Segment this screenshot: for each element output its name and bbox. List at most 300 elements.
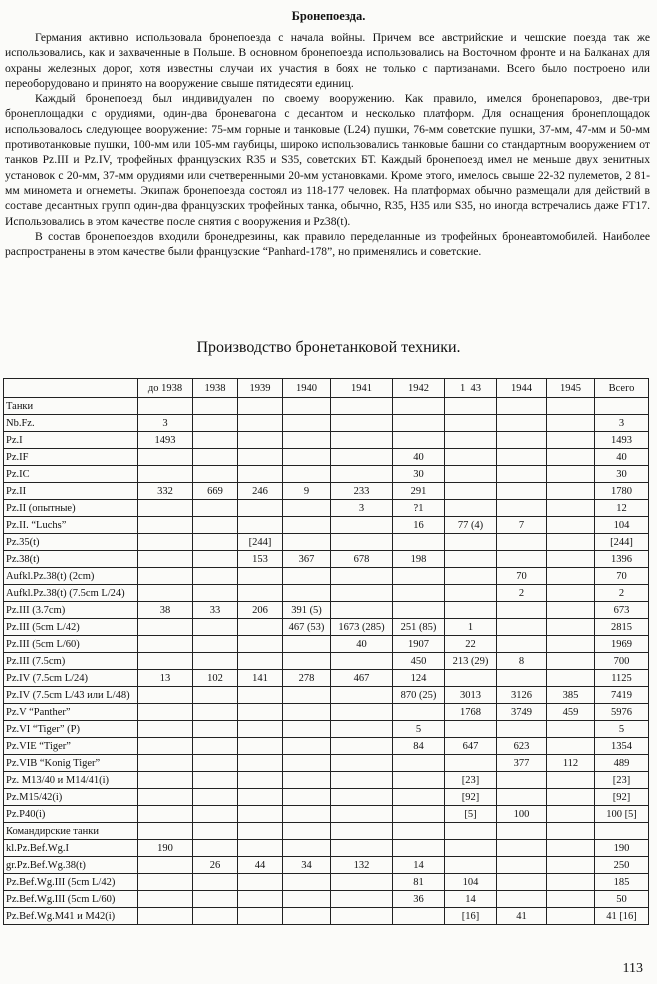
table-cell [238, 568, 283, 585]
table-cell: 153 [238, 551, 283, 568]
table-cell [393, 806, 445, 823]
column-header: 1938 [193, 379, 238, 398]
row-label: Танки [4, 398, 138, 415]
column-header: 1941 [331, 379, 393, 398]
table-cell: 206 [238, 602, 283, 619]
table-cell: 2 [497, 585, 547, 602]
table-cell [238, 466, 283, 483]
table-cell [393, 772, 445, 789]
table-cell [547, 449, 595, 466]
table-cell: 1673 (285) [331, 619, 393, 636]
table-cell: [5] [445, 806, 497, 823]
table-cell: 367 [283, 551, 331, 568]
table-cell [547, 806, 595, 823]
table-cell [238, 432, 283, 449]
table-cell [138, 466, 193, 483]
table-cell [331, 415, 393, 432]
row-label: gr.Pz.Bef.Wg.38(t) [4, 857, 138, 874]
table-cell [445, 721, 497, 738]
row-label: Pz.I [4, 432, 138, 449]
table-cell [393, 534, 445, 551]
table-row [4, 551, 649, 568]
table-cell: 100 [5] [595, 806, 649, 823]
table-row [4, 500, 649, 517]
table-cell [497, 670, 547, 687]
table-cell [547, 789, 595, 806]
table-cell [547, 432, 595, 449]
table-cell: 36 [393, 891, 445, 908]
table-cell [238, 449, 283, 466]
table-row [4, 908, 649, 925]
table-cell [238, 840, 283, 857]
table-row [4, 653, 649, 670]
table-cell: 70 [595, 568, 649, 585]
table-cell [393, 789, 445, 806]
table-row [4, 602, 649, 619]
table-cell [547, 823, 595, 840]
table-cell [193, 517, 238, 534]
table-cell [283, 653, 331, 670]
row-label: Pz.III (7.5cm) [4, 653, 138, 670]
table-cell: 132 [331, 857, 393, 874]
row-label: Pz.35(t) [4, 534, 138, 551]
table-cell [238, 874, 283, 891]
table-row [4, 755, 649, 772]
column-header: 1939 [238, 379, 283, 398]
table-cell: ?1 [393, 500, 445, 517]
table-cell [547, 908, 595, 925]
table-cell [497, 789, 547, 806]
table-cell: 250 [595, 857, 649, 874]
table-cell [497, 874, 547, 891]
table-cell [283, 568, 331, 585]
table-cell: 40 [393, 449, 445, 466]
table-cell [283, 466, 331, 483]
table-cell [497, 398, 547, 415]
table-row [4, 432, 649, 449]
table-cell [138, 738, 193, 755]
table-cell [138, 687, 193, 704]
table-cell: 385 [547, 687, 595, 704]
table-cell [138, 534, 193, 551]
table-cell: 22 [445, 636, 497, 653]
row-label: Nb.Fz. [4, 415, 138, 432]
table-cell [238, 398, 283, 415]
table-cell [445, 551, 497, 568]
table-cell [238, 636, 283, 653]
table-cell [138, 653, 193, 670]
table-cell [331, 517, 393, 534]
table-cell: 647 [445, 738, 497, 755]
column-header: 1940 [283, 379, 331, 398]
table-cell: 1396 [595, 551, 649, 568]
table-row [4, 517, 649, 534]
table-cell [497, 840, 547, 857]
table-cell [547, 670, 595, 687]
table-cell [193, 908, 238, 925]
row-label: Pz.III (5cm L/60) [4, 636, 138, 653]
table-cell: 246 [238, 483, 283, 500]
table-cell [393, 840, 445, 857]
table-cell: 34 [283, 857, 331, 874]
table-cell [393, 908, 445, 925]
table-cell [138, 551, 193, 568]
table-cell: 100 [497, 806, 547, 823]
table-cell [283, 755, 331, 772]
table-cell: 233 [331, 483, 393, 500]
table-cell [393, 432, 445, 449]
table-cell [238, 806, 283, 823]
table-cell: [92] [445, 789, 497, 806]
table-cell [445, 840, 497, 857]
intro-text [5, 30, 650, 259]
table-cell: 1125 [595, 670, 649, 687]
table-cell [238, 789, 283, 806]
table-cell [595, 398, 649, 415]
column-header: 1944 [497, 379, 547, 398]
table-cell [497, 602, 547, 619]
table-cell [547, 721, 595, 738]
table-cell [331, 840, 393, 857]
table-cell [193, 704, 238, 721]
table-cell [138, 874, 193, 891]
table-cell [283, 806, 331, 823]
table-cell [331, 585, 393, 602]
table-cell: 198 [393, 551, 445, 568]
table-cell [283, 636, 331, 653]
table-cell: 112 [547, 755, 595, 772]
table-cell [331, 687, 393, 704]
table-cell [283, 772, 331, 789]
table-cell: 40 [595, 449, 649, 466]
table-cell: [244] [595, 534, 649, 551]
table-row [4, 891, 649, 908]
table-cell: 1907 [393, 636, 445, 653]
row-label: Aufkl.Pz.38(t) (7.5cm L/24) [4, 585, 138, 602]
table-cell [193, 500, 238, 517]
table-row [4, 789, 649, 806]
table-cell: [23] [595, 772, 649, 789]
table-cell [445, 755, 497, 772]
table-cell [283, 823, 331, 840]
table-cell: 38 [138, 602, 193, 619]
table-cell [193, 687, 238, 704]
table-cell [445, 602, 497, 619]
table-cell [138, 721, 193, 738]
table-cell [393, 602, 445, 619]
table-title: Производство бронетанковой техники. [196, 339, 461, 356]
table-cell: 41 [16] [595, 908, 649, 925]
table-cell [238, 517, 283, 534]
row-label: Pz. M13/40 и M14/41(i) [4, 772, 138, 789]
table-cell: 124 [393, 670, 445, 687]
table-cell [138, 517, 193, 534]
table-cell [547, 398, 595, 415]
table-cell: 5 [393, 721, 445, 738]
table-cell [138, 772, 193, 789]
table-cell: 1 [445, 619, 497, 636]
table-cell: 190 [138, 840, 193, 857]
table-cell: 7419 [595, 687, 649, 704]
table-row [4, 449, 649, 466]
table-cell [331, 398, 393, 415]
row-label: Pz.IC [4, 466, 138, 483]
table-cell [193, 840, 238, 857]
table-cell: 2 [595, 585, 649, 602]
row-label: Aufkl.Pz.38(t) (2cm) [4, 568, 138, 585]
table-cell [393, 415, 445, 432]
table-cell [283, 891, 331, 908]
table-cell [283, 585, 331, 602]
table-cell [283, 840, 331, 857]
table-cell [193, 415, 238, 432]
table-cell [547, 551, 595, 568]
table-cell: 14 [393, 857, 445, 874]
table-cell: 40 [331, 636, 393, 653]
table-cell [283, 415, 331, 432]
page-title: Бронепоезда. [291, 9, 366, 23]
row-label: Pz.IF [4, 449, 138, 466]
table-cell [445, 857, 497, 874]
table-cell [193, 738, 238, 755]
table-cell [497, 500, 547, 517]
table-cell [497, 772, 547, 789]
row-label: Pz.III (5cm L/42) [4, 619, 138, 636]
table-cell [547, 840, 595, 857]
column-header: до 1938 [138, 379, 193, 398]
table-cell: 3 [331, 500, 393, 517]
table-cell [497, 823, 547, 840]
table-cell [238, 908, 283, 925]
table-cell [238, 653, 283, 670]
table-cell [547, 891, 595, 908]
table-cell [331, 891, 393, 908]
table-cell [238, 585, 283, 602]
table-cell [193, 636, 238, 653]
table-cell [331, 466, 393, 483]
table-cell [547, 534, 595, 551]
table-row [4, 857, 649, 874]
table-cell [193, 721, 238, 738]
table-cell: 332 [138, 483, 193, 500]
table-cell: 190 [595, 840, 649, 857]
table-cell [331, 823, 393, 840]
row-label: Pz.Bef.Wg.M41 и M42(i) [4, 908, 138, 925]
table-cell: 1493 [595, 432, 649, 449]
table-cell [193, 585, 238, 602]
table-cell: 291 [393, 483, 445, 500]
table-cell: 377 [497, 755, 547, 772]
table-cell [138, 500, 193, 517]
row-label: Pz.VIE “Tiger” [4, 738, 138, 755]
table-cell [283, 517, 331, 534]
table-cell [193, 568, 238, 585]
table-cell: 14 [445, 891, 497, 908]
table-cell: 7 [497, 517, 547, 534]
table-cell [497, 857, 547, 874]
table-cell [283, 687, 331, 704]
table-cell: 104 [595, 517, 649, 534]
table-cell [283, 534, 331, 551]
table-cell [193, 653, 238, 670]
table-cell: 8 [497, 653, 547, 670]
table-cell [193, 619, 238, 636]
table-cell [497, 466, 547, 483]
table-cell [283, 449, 331, 466]
table-cell: 26 [193, 857, 238, 874]
table-cell [331, 874, 393, 891]
table-cell: 678 [331, 551, 393, 568]
column-header: Всего [595, 379, 649, 398]
table-cell [445, 398, 497, 415]
table-cell: 13 [138, 670, 193, 687]
table-cell [497, 483, 547, 500]
row-label: Командирские танки [4, 823, 138, 840]
table-cell: [16] [445, 908, 497, 925]
table-cell: [23] [445, 772, 497, 789]
table-cell: 251 (85) [393, 619, 445, 636]
table-cell [283, 874, 331, 891]
table-cell [497, 449, 547, 466]
table-cell [193, 823, 238, 840]
table-cell: 30 [595, 466, 649, 483]
table-row [4, 466, 649, 483]
table-cell: 1969 [595, 636, 649, 653]
table-cell [138, 636, 193, 653]
table-cell: 673 [595, 602, 649, 619]
table-cell [445, 670, 497, 687]
table-cell [445, 500, 497, 517]
table-cell: 12 [595, 500, 649, 517]
paragraph: Германия активно использовала бронепоезда с начала войны. Причем все австрийские и чешские поезда так же использовались, как и захваченные в Польше. В основном бронепоезда использовались на Восточном фронте и на Балканах для охраны железных дорог, хотя известны случаи их участия в боях не только с партизанами. Всего было построено или переоборудовано и принято на вооружение свыше пятидесяти единиц. [5, 31, 650, 90]
table-cell [393, 585, 445, 602]
table-cell: 870 (25) [393, 687, 445, 704]
table-cell [547, 415, 595, 432]
table-cell [445, 568, 497, 585]
paragraph: В состав бронепоездов входили бронедрезины, как правило переделанные из трофейных бронеавтомобилей. Наиболее распространены в этом качестве были французские “Panhard-178”, но применялись и советские. [5, 229, 650, 259]
table-cell [238, 687, 283, 704]
table-cell [138, 857, 193, 874]
table-cell: 467 [331, 670, 393, 687]
production-table [3, 378, 649, 925]
table-cell [497, 619, 547, 636]
table-cell [193, 806, 238, 823]
table-cell: [244] [238, 534, 283, 551]
table-cell: 467 (53) [283, 619, 331, 636]
table-cell [497, 551, 547, 568]
table-cell [238, 415, 283, 432]
table-cell: 3126 [497, 687, 547, 704]
row-label: Pz.III (3.7cm) [4, 602, 138, 619]
table-cell: 1768 [445, 704, 497, 721]
table-cell [547, 636, 595, 653]
table-cell [193, 789, 238, 806]
table-cell [283, 789, 331, 806]
table-header-row [4, 379, 649, 398]
table-cell [238, 500, 283, 517]
column-header: 1945 [547, 379, 595, 398]
table-cell [445, 415, 497, 432]
table-cell: [92] [595, 789, 649, 806]
table-cell [547, 857, 595, 874]
row-label: Pz.II (опытные) [4, 500, 138, 517]
table-cell [138, 568, 193, 585]
table-cell [547, 772, 595, 789]
table-cell [193, 891, 238, 908]
row-label: Pz.II. “Luchs” [4, 517, 138, 534]
paragraph: Каждый бронепоезд был индивидуален по своему вооружению. Как правило, имелся бронепаровоз, две-три бронеплощадки с орудиями, один-два броневагона с десантом и несколько платформ. Для оснащения бронеплощадок использовалось следующее вооружение: 75-мм горные и танковые (L24) пушки, 76-мм советские пушки, 37-мм, 47-мм и 50-мм противотанковые пушки, 100-мм или 105-мм гаубицы, широко использовались танковые башни со стандартным вооружением от танков Pz.III и Pz.IV, трофейных французских R35 и S35, советских БТ. Каждый бронепоезд имел не меньше двух зенитных установок с 20-мм, 37-мм орудиями или счетверенными 20-мм установками. Кроме этого, имелось свыше 22-32 пулеметов, 2 81-мм миномета и огнеметы. Экипаж бронепоезда состоял из 118-177 человек. На платформах обычно размещали для действий в составе десантных групп один-два французских трофейных танка, обычно, R35, H35 или S35, но иногда встречались даже FT17. Использовались в этом качестве после снятия с вооружения и Pz38(t). [5, 92, 650, 228]
table-cell [445, 466, 497, 483]
table-cell [393, 755, 445, 772]
table-cell [331, 449, 393, 466]
table-cell: 3749 [497, 704, 547, 721]
table-cell: 2815 [595, 619, 649, 636]
table-cell [238, 619, 283, 636]
table-row [4, 721, 649, 738]
table-cell [595, 823, 649, 840]
table-row [4, 772, 649, 789]
table-cell [138, 585, 193, 602]
table-cell [138, 449, 193, 466]
table-cell [445, 449, 497, 466]
table-cell: 30 [393, 466, 445, 483]
row-label: Pz.IV (7.5cm L/24) [4, 670, 138, 687]
table-cell [193, 551, 238, 568]
table-cell: 278 [283, 670, 331, 687]
table-cell [497, 891, 547, 908]
table-cell: 16 [393, 517, 445, 534]
table-cell [497, 721, 547, 738]
table-cell [497, 534, 547, 551]
table-cell [331, 806, 393, 823]
table-cell: 623 [497, 738, 547, 755]
table-cell [238, 738, 283, 755]
table-cell [393, 823, 445, 840]
table-cell: 3 [138, 415, 193, 432]
table-cell: 1780 [595, 483, 649, 500]
table-row [4, 823, 649, 840]
table-cell [547, 874, 595, 891]
table-cell [138, 806, 193, 823]
table-row [4, 636, 649, 653]
table-cell [331, 704, 393, 721]
row-label: Pz.M15/42(i) [4, 789, 138, 806]
table-cell [283, 721, 331, 738]
table-cell [331, 432, 393, 449]
table-cell: 41 [497, 908, 547, 925]
table-cell [193, 534, 238, 551]
table-cell [283, 908, 331, 925]
table-cell [331, 721, 393, 738]
table-cell: 70 [497, 568, 547, 585]
table-row [4, 704, 649, 721]
table-cell [238, 823, 283, 840]
table-cell [331, 653, 393, 670]
table-cell: 81 [393, 874, 445, 891]
table-cell [238, 772, 283, 789]
table-cell: 104 [445, 874, 497, 891]
row-label: Pz.VIB “Konig Tiger” [4, 755, 138, 772]
table-cell: 450 [393, 653, 445, 670]
table-cell [547, 483, 595, 500]
table-cell: 141 [238, 670, 283, 687]
table-cell: 44 [238, 857, 283, 874]
table-cell [331, 908, 393, 925]
table-cell: 700 [595, 653, 649, 670]
table-cell [331, 534, 393, 551]
row-label: Pz.38(t) [4, 551, 138, 568]
table-cell [193, 449, 238, 466]
